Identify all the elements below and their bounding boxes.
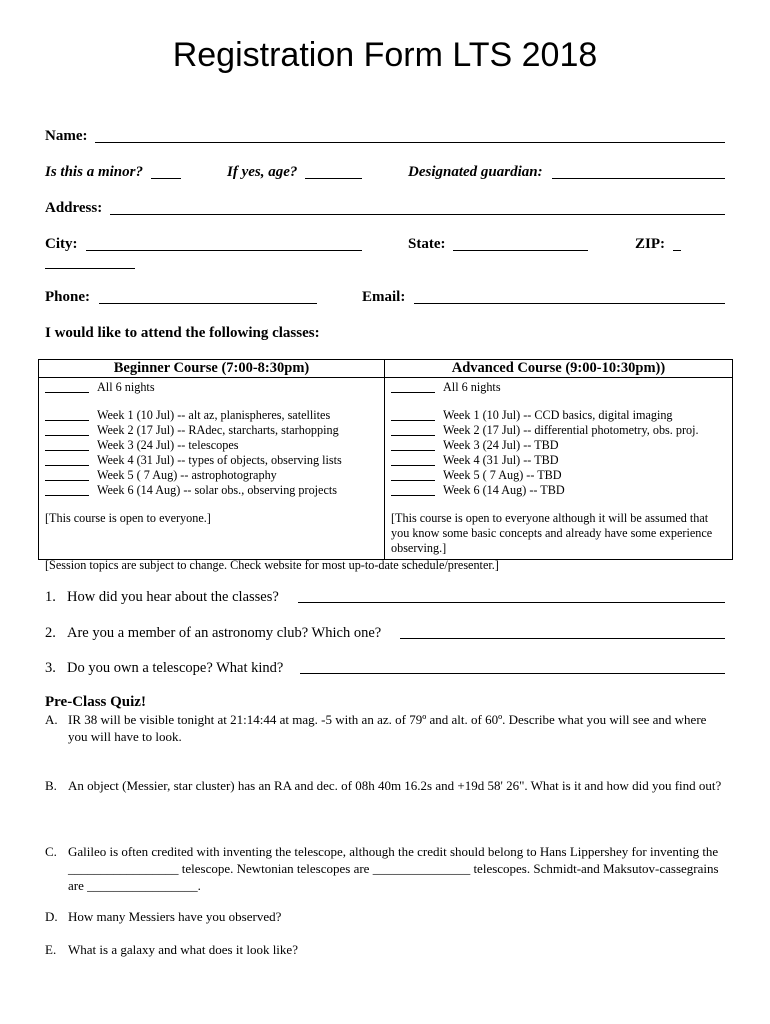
advanced-week-blank[interactable] xyxy=(391,468,435,481)
quiz-letter: A. xyxy=(45,712,58,727)
advanced-week-label: Week 4 (31 Jul) -- TBD xyxy=(443,453,559,467)
advanced-week-blank[interactable] xyxy=(391,408,435,421)
beginner-week-row xyxy=(45,468,277,483)
age-label: If yes, age? xyxy=(227,164,298,180)
question-text: Are you a member of an astronomy club? Which one? xyxy=(67,625,382,641)
beginner-week-label: Week 6 (14 Aug) -- solar obs., observing projects xyxy=(97,483,338,497)
beginner-week-row xyxy=(45,438,239,453)
question-2-answer[interactable] xyxy=(400,624,725,639)
city-label: City: xyxy=(45,236,78,252)
question-number: 2. xyxy=(45,625,56,641)
advanced-week-blank[interactable] xyxy=(391,423,435,436)
guardian-label: Designated guardian: xyxy=(408,164,543,180)
beginner-all-row xyxy=(45,380,155,395)
beginner-week-label: Week 1 (10 Jul) -- alt az, planispheres, satellites xyxy=(97,408,331,422)
zip-label: ZIP: xyxy=(635,236,665,252)
quiz-text: How many Messiers have you observed? xyxy=(68,909,282,924)
advanced-week-label: Week 2 (17 Jul) -- differential photometry, obs. proj. xyxy=(443,423,699,437)
question-number: 3. xyxy=(45,660,56,676)
quiz-item-d xyxy=(45,908,725,925)
session-note: [Session topics are subject to change. Check website for most up-to-date schedule/presenter.] xyxy=(45,558,499,572)
name-label: Name: xyxy=(45,128,88,144)
question-1 xyxy=(45,589,279,606)
advanced-week-row xyxy=(391,468,562,483)
minor-field[interactable] xyxy=(151,164,181,179)
beginner-week-blank[interactable] xyxy=(45,453,89,466)
advanced-week-row xyxy=(391,408,673,423)
beginner-week-label: Week 3 (24 Jul) -- telescopes xyxy=(97,438,239,452)
advanced-week-blank[interactable] xyxy=(391,453,435,466)
zip-field-continued[interactable] xyxy=(45,254,135,269)
beginner-week-label: Week 2 (17 Jul) -- RAdec, starcharts, starhopping xyxy=(97,423,339,437)
advanced-week-row xyxy=(391,423,699,438)
phone-label: Phone: xyxy=(45,289,90,305)
question-text: How did you hear about the classes? xyxy=(67,589,279,605)
state-field[interactable] xyxy=(453,236,588,251)
address-field[interactable] xyxy=(110,200,725,215)
quiz-item-e xyxy=(45,941,725,958)
quiz-letter: E. xyxy=(45,942,57,957)
classes-intro: I would like to attend the following classes: xyxy=(45,325,320,341)
advanced-note: [This course is open to everyone although it will be assumed that you know some basic concepts and already have some experience observing.] xyxy=(391,511,713,555)
quiz-item-b xyxy=(45,777,725,794)
beginner-header: Beginner Course (7:00-8:30pm) xyxy=(39,360,385,378)
beginner-column xyxy=(39,378,384,559)
advanced-week-label: Week 5 ( 7 Aug) -- TBD xyxy=(443,468,562,482)
quiz-text: An object (Messier, star cluster) has an RA and dec. of 08h 40m 16.2s and +19d 58' 26". What is it and how did you find out? xyxy=(68,778,722,793)
state-label: State: xyxy=(408,236,446,252)
beginner-note: [This course is open to everyone.] xyxy=(45,511,211,525)
advanced-all-label: All 6 nights xyxy=(443,380,501,394)
name-field[interactable] xyxy=(95,128,725,143)
beginner-week-label: Week 5 ( 7 Aug) -- astrophotography xyxy=(97,468,277,482)
address-label: Address: xyxy=(45,200,103,216)
quiz-letter: D. xyxy=(45,909,58,924)
quiz-letter: B. xyxy=(45,778,57,793)
question-2 xyxy=(45,625,381,642)
question-3-answer[interactable] xyxy=(300,659,725,674)
minor-label: Is this a minor? xyxy=(45,164,143,180)
quiz-item-a xyxy=(45,711,725,745)
beginner-week-blank[interactable] xyxy=(45,483,89,496)
advanced-week-label: Week 6 (14 Aug) -- TBD xyxy=(443,483,565,497)
advanced-week-row xyxy=(391,438,559,453)
phone-field[interactable] xyxy=(99,289,317,304)
quiz-item-c xyxy=(45,843,725,894)
quiz-text: Galileo is often credited with inventing the telescope, although the credit should belong to Hans Lippershey for inventing the _________________ telescope. Newtonian telescopes are _______________ telescopes. Schmidt-and Maksutov-cassegrains are _________________. xyxy=(68,844,719,893)
beginner-week-blank[interactable] xyxy=(45,438,89,451)
beginner-week-label: Week 4 (31 Jul) -- types of objects, observing lists xyxy=(97,453,342,467)
beginner-all-label: All 6 nights xyxy=(97,380,155,394)
classes-table xyxy=(38,359,733,560)
email-field[interactable] xyxy=(414,289,725,304)
guardian-field[interactable] xyxy=(552,164,725,179)
advanced-week-blank[interactable] xyxy=(391,438,435,451)
question-number: 1. xyxy=(45,589,56,605)
advanced-all-blank[interactable] xyxy=(391,380,435,393)
quiz-text: IR 38 will be visible tonight at 21:14:44 at mag. -5 with an az. of 79º and alt. of 60º. Describe what you will see and where you will have to look. xyxy=(68,712,707,744)
beginner-week-row xyxy=(45,483,337,498)
beginner-week-row xyxy=(45,408,330,423)
question-1-answer[interactable] xyxy=(298,588,725,603)
email-label: Email: xyxy=(362,289,406,305)
advanced-week-blank[interactable] xyxy=(391,483,435,496)
beginner-week-row xyxy=(45,423,339,438)
advanced-all-row xyxy=(391,380,501,395)
advanced-week-row xyxy=(391,483,565,498)
age-field[interactable] xyxy=(305,164,362,179)
beginner-week-row xyxy=(45,453,342,468)
advanced-week-label: Week 1 (10 Jul) -- CCD basics, digital imaging xyxy=(443,408,673,422)
quiz-letter: C. xyxy=(45,844,57,859)
beginner-week-blank[interactable] xyxy=(45,423,89,436)
advanced-week-label: Week 3 (24 Jul) -- TBD xyxy=(443,438,559,452)
beginner-week-blank[interactable] xyxy=(45,468,89,481)
page-title: Registration Form LTS 2018 xyxy=(172,36,598,74)
city-field[interactable] xyxy=(86,236,362,251)
question-text: Do you own a telescope? What kind? xyxy=(67,660,284,676)
quiz-text: What is a galaxy and what does it look like? xyxy=(68,942,298,957)
beginner-all-blank[interactable] xyxy=(45,380,89,393)
advanced-column xyxy=(385,378,732,559)
zip-field[interactable] xyxy=(673,236,681,251)
quiz-heading: Pre-Class Quiz! xyxy=(45,694,146,710)
beginner-week-blank[interactable] xyxy=(45,408,89,421)
advanced-week-row xyxy=(391,453,559,468)
question-3 xyxy=(45,660,283,677)
advanced-header: Advanced Course (9:00-10:30pm)) xyxy=(385,360,733,378)
